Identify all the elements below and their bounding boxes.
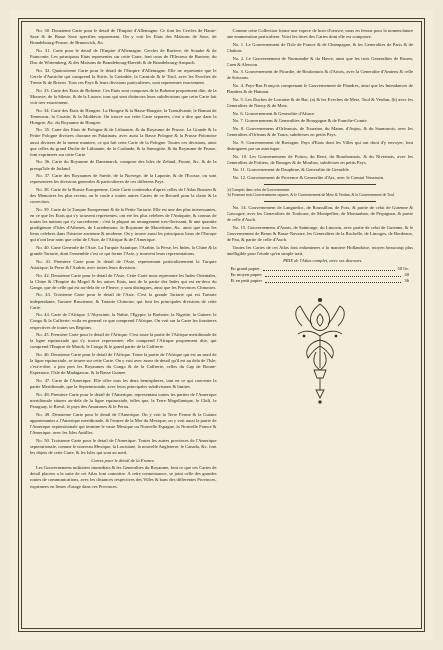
leader-dots	[263, 266, 395, 271]
catalogue-entry: No. 35. Carte des Etats de Pologne & de Lithuanie, & du Royaume de Prusse. La Grande & la Petite Pologne divisees chacune en Palatinats; avec aussi la Basse Pologne & la Prusse Polonoise aussi divisees de la meme maniere, ce qui fait cette Carte de la Pologne. Toutes ces divisions, ainsi que celles du grand Duche de Lithuanie, de la Curlande, & la Samogitie, & du Royaume de Prusse, font exprimees sur cette Carte.	[30, 127, 217, 157]
france-entry: No. 4. Pays-Bas François comprenant le Gouvernement de Flandres, ainsi que les Intendances de Flandres & de Hainaut.	[226, 83, 413, 95]
price-label: En grand papier	[230, 266, 260, 271]
page-border	[18, 18, 425, 632]
france-entry: No. 14. Gouvernement de Languedoc, de Roussillon, de Foix, & partie de celui de Guienne & Gascogne, avec les Generalites de Toulouse, de Montpellier, de Montauban, de Perpignan, & partie de celle d'Auch.	[226, 204, 413, 222]
catalogue-entry: No. 45. Premiere Carte pour le detail de l'Afrique. C'est toute la partie de l'Afrique meridionale de la ligne equinoxiale qui s'y trouve representee; elle comprend l'Afrique proprement dite, qui comprend l'Empire de Marok, le Congo & le grand partie de la Caffrerie.	[30, 332, 217, 350]
catalogue-entry: No. 33. Carte des Etats de Boheme. Ces Etats sont composes de la Boheme proprement dite, de la Moravie, de la Silesie, & de la Lusace, tous qui sont distinctes leurs subdivisions que cette Carte fait voir tres-exactement.	[30, 87, 217, 105]
footnotes	[227, 188, 414, 198]
catalogue-entry: No. 43. Troisieme Carte pour le detail de l'Asie. C'est la grande Tartarie qui est Tartarie independante, Tartarie Russienne, & Tartarie Chinoise, qui font les principales divisions de cette Carte.	[30, 292, 217, 310]
price-label: En moyen papier	[230, 272, 262, 278]
france-entry: No. 2. Le Gouvernement de Normandie & du Havre, ainsi que les trois Generalites de Rouen, Caen & Alencon.	[226, 55, 413, 67]
section-heading: Cartes pour le detail de la France.	[91, 457, 156, 463]
divider	[264, 184, 376, 185]
fleuron-ornament-icon	[290, 296, 350, 406]
right-column	[227, 28, 414, 622]
divider	[264, 201, 376, 202]
price-value: 50 liv.	[397, 266, 409, 271]
catalogue-entry: No. 47. Carte de l'Amerique. Elle offre tous les deux hemispheres, tant en ce qui concerne la partie Meridionale, que la Septentrionale, avec leurs principales subdivisions & limites.	[30, 378, 217, 390]
leader-dots	[265, 272, 402, 277]
france-entry: No. 3. Gouvernement de Picardie, de Boulonnois & d'Artois, avec la Generalite d'Amiens & celle de Soissons.	[226, 69, 413, 81]
catalogue-entry: No. 41. Premiere Carte pour le detail de l'Asie, representant particulierement la Turquie Asiatique, la Perse & l'Arabie, avec toutes leurs divisions.	[30, 258, 217, 270]
france-entry: No. 15. Gouvernemens d'Aunis, de Saintonge, du Limosin, avec partie de celui de Guienne, & le Gouvernement de Bearn & Basse-Navarre, les Generalites de la Rochelle, de Limoges, de Bordeaux, de Pau, & partie de celle d'Auch.	[226, 224, 413, 242]
catalogue-entry: No. 34. Carte des Etats de Hongrie. La Hongrie & la Basse-Hongrie, la Transilvanie, le Bannat de Temeswar, la Croatie, & la Moldavie. On trouve sur cette Carte separees, c'est a dire que dans la Hongrie, &c. du Royaume de Hongrie.	[30, 107, 217, 125]
catalogue-entry: No. 36. Carte du Royaume de Danemarck, compose des Isles de Zeland, Fionie, &c. & de la presqu'Isle de Jutland.	[30, 159, 217, 171]
catalogue-entry: No. 30. Douzieme Carte pour le detail de l'Empire d'Allemagne. Ce font les Cercles de Haute-Saxe & de Basse Saxe specifies separement. On y voit les Etats des Maisons de Saxe, de Brandebourg-Prusse, de Brunswick, &c.	[30, 28, 217, 46]
price-row	[227, 278, 414, 284]
left-column	[30, 28, 217, 622]
catalogue-entry: No. 50. Troisieme Carte pour le detail de l'Amerique. Toutes les autres provinces de l'Amerique septentrionale, comme le nouveau Mexique, la Louisiane, la nouvelle Angleterre, le Canada, &c. font les objets de cette Carte, & les Isles qui sont au nord.	[30, 437, 217, 455]
catalogue-entry: No. 32. Quatorzieme Carte pour le detail de l'Empire d'Allemagne. Elle ne represente que le Cercle d'Autriche qui comprend la Stirie, la Carinthie, la Carniole & le Tirol, avec les Eveches de Trente & de Brixen. Tous ces Pays & leurs divisions particulieres, sont representes exactement.	[30, 67, 217, 85]
catalogue-entry: No. 40. Carte Generale de l'Asie. La Turquie Asiatique, l'Arabie, la Perse, les Indes, la Chine & la grande Tartarie, dont l'ensemble c'est ce qui forme l'Asie, y trouvent leurs representations.	[30, 245, 217, 257]
footnote: (a) Compris dans celui du Gouvernement.	[226, 188, 291, 193]
leader-dots	[265, 278, 401, 283]
france-entry: No. 10. Les Gouvernemens de Poitou, du Berri, du Bourbonnois, & du Nivernois, avec les Generalites de Poitiers, de Bourges & de Moulins, subdivises en petits Pays.	[226, 153, 413, 165]
closing-paragraph: Les Gouvernemens militaires immediats & les Generalites du Royaume, font ce que ces Cartes de detail placees a la suite de cet Atlas font connoitre. A cette connoissance, se joint celle des grandes routes de communications, avec les distances respectives des Villes & bans des differentes Provinces, exprimees en lieues d'usage dans ces Provinces.	[30, 465, 217, 489]
catalogue-entry: No. 42. Deuxieme Carte pour le detail de l'Asie. Cette Carte nous represente les Indes Orientales, la Chine & l'Empire du Mogol & les autres Etats, tant de la partie des Indes qui est en-deca du Gange, que de celle qui est au-dela de ce Fleuve, y sont distingues, ainsi que les Provinces Chinoises.	[30, 272, 217, 290]
intro-paragraph: Comme cette Collection forme une espece de hors-d'oeuvre, nous en ferons pour la nomenclature une enumeration particuliere. Voici les titres des Cartes dont elle est composee.	[226, 28, 413, 40]
catalogue-entry: No. 31. Carte pour le detail de l'Empire d'Allemagne. Cercles de Baviere, de Souabe & de Franconie. Les principaux Etats representes sur cette Carte, font ceux de l'Electeur de Baviere, du Duc de Wirtemberg, & des Maisons de Brandebourg-Bareith & de Brandebourg-Anspach.	[30, 47, 217, 66]
catalogue-entry: No. 44. Carte de l'Afrique. L'Abyssinie, la Nubie, l'Egypte, la Barbarie, la Nigritie, la Guinee, le Congo & la Caffrerie; voila en general ce que comprend l'Afrique. On voit sur la Carte les frontieres respectives de toutes ses Regions.	[30, 312, 217, 330]
price-heading: PRIX de l'Atlas complet, avec ses discours.	[283, 258, 363, 264]
france-entry: No. 8. Gouvernemens d'Orleanois, de Touraine, du Maine, d'Anjou, & du Saumurois, avec les Generalites d'Orleans & de Tours, subdivises en petits Pays.	[226, 126, 413, 138]
price-label: Et en petit papier	[230, 278, 263, 284]
france-entry: No. 11. Gouvernement de Dauphine, & Generalite de Grenoble.	[232, 167, 350, 173]
catalogue-entry: No. 46. Deuxieme Carte pour le detail de l'Afrique. Toute la partie de l'Afrique qui est au nord de la ligne equinoxiale, se trouve sur cette Carte. On y voit avec assez de detail qu'il est au dela de l'Isle; c'est-a-dire, a peu pres les Royaumes du Congo & de la Caffrerie, celles du Cap de Bonne-Esperance, l'Isle de Madagascar, & la Basse Guinee.	[30, 352, 217, 376]
catalogue-entry: No. 37. Carte des Royaumes de Suede, de la Norvege, de la Laponie, & de l'Ecosse, ou sont representees les divisions generales & particulieres de ces differens Pays.	[30, 173, 217, 185]
footnote: (b) Formant trois Gouvernemens separes, & le Gouvernement de Metz & Verdun, & le Gouvernement de Toul.	[226, 192, 395, 197]
catalogue-entry: No. 48. Premiere Carte pour le detail de l'Amerique, representant toutes les parties de l'Amerique meridionale situees au-dela de la ligne equinoxiale, telles que, la Terre Magellanique, le Chili, le Paraguay, le Bresil, le pays des Amazones & le Perou.	[30, 391, 217, 410]
price-value: 36	[404, 278, 409, 284]
france-entry: No. 6. Gouvernement & Generalite d'Alsace.	[232, 110, 316, 116]
france-entry: No. 12. Gouvernement de Provence & Generalite d'Aix, avec le Comtat Venaissin.	[232, 175, 385, 181]
france-entry: No. 5. Les Duches de Lorraine & de Bar, (a) & les Eveches de Metz, Toul & Verdun, (b) avec les Generalites de Nancy & de Metz.	[226, 96, 413, 108]
price-value: 40	[404, 272, 409, 278]
colouring-note: Toutes les Cartes de cet Atlas font enluminees a la maniere Hollandoise, moyen beaucoup plus intelligible pour l'etude qu'en simple trait.	[226, 244, 413, 256]
catalogue-page	[10, 10, 433, 640]
france-entry: No. 9. Gouvernement de Bretagne, Pays d'Etats dont les Villes qui ont droit d'y envoyer, font distinguees par un asterisque.	[226, 139, 413, 151]
catalogue-entry: No. 39. Carte de la Turquie Europeenne & de la Petite Tartarie. Elle est une des plus interessantes, en ce que les Etats qui s'y trouvent representes, ont ete les plus celebres de l'Antiquite, & connus de toutes les nations qui s'y succederent : c'est la plupart un arrangement tres-florissant, & une quantite prodigieuse d'Isles d'Athenes, de Lacedemone, le Royaume de Macedoine, &c. ainsi que tous les lieux celebres dans l'histoire ancienne & moderne. On y trouve aussi les principaux lieux de l'Europe qui n'ont leur nom que celui de l'Asie, de l'Afrique & de l'Amerique.	[30, 206, 217, 243]
catalogue-entry: No. 38. Carte de la Russie Europeenne. Cette Carte contiendra d'apres celles de l'Atlas Russien & des Memoires les plus recens, on le coule a toutes autres Cartes de ce Recueil pour la clarte & la correction.	[30, 187, 217, 205]
france-entry: No. 7. Gouvernemens & Generalites de Bourgogne & de Franche-Comte.	[232, 118, 368, 124]
catalogue-entry: No. 49. Deuxieme Carte pour le detail de l'Amerique. On y voit la Terre Ferme & la Guiane appartenantes a l'Amerique meridionale, & l'entree de la Mer du Mexique; on y voit aussi la partie de l'Amerique septentrionale qui termine le vaste Mexique ou Nouvelle Espagne, la Nouvelle France & l'Amerique, avec les Isles Antilles.	[30, 411, 217, 435]
france-entry: No. 1. Le Gouvernement de l'Isle de France & de Champagne, & les Generalites de Paris & de Chalons.	[226, 41, 413, 53]
